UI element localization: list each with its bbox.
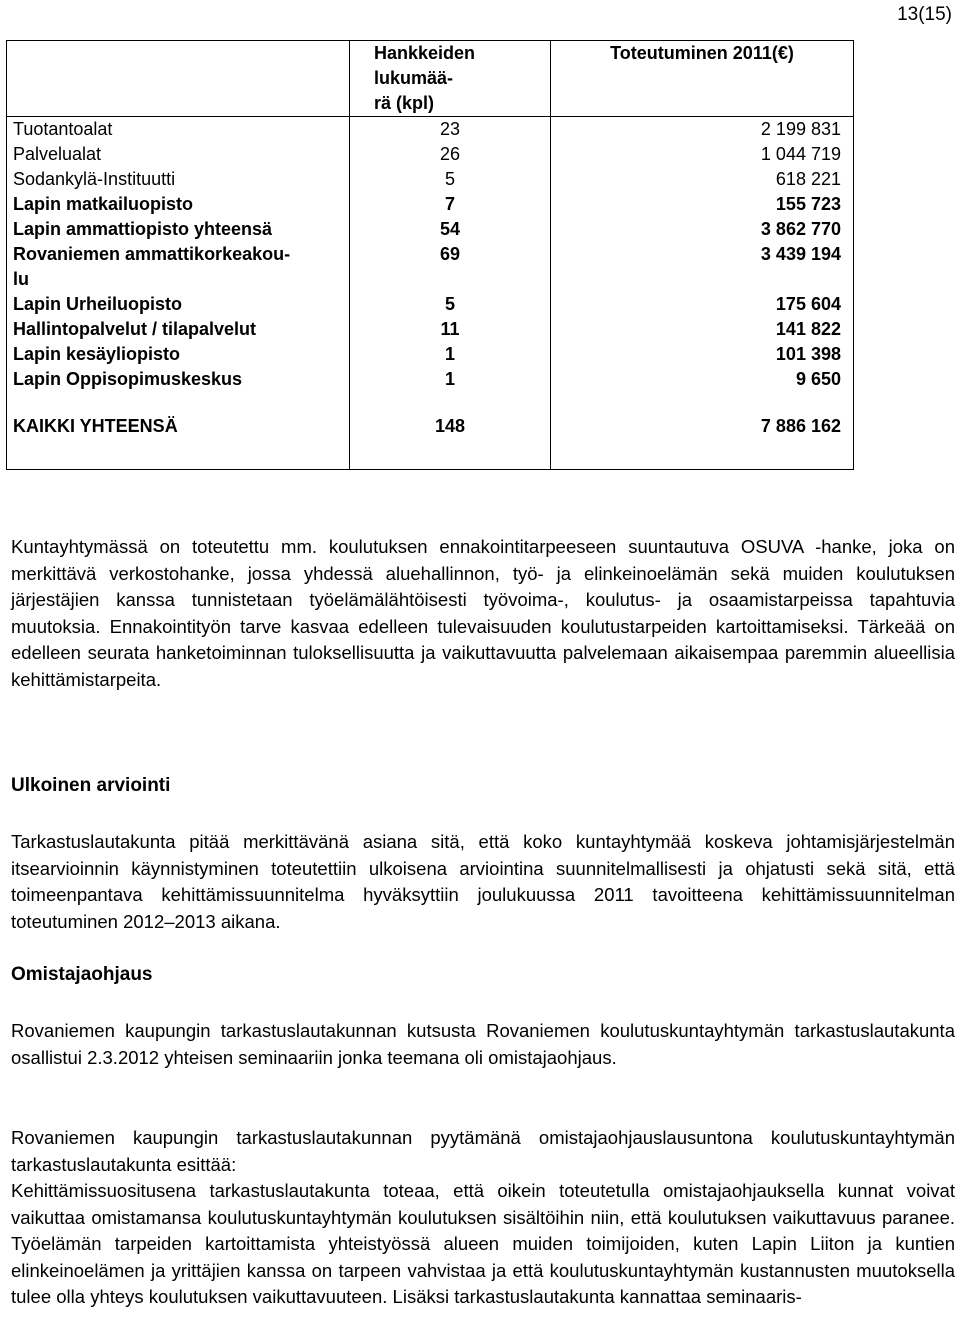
- row-count: 26: [350, 142, 551, 167]
- table-row: [7, 292, 854, 317]
- row-amount: 101 398: [551, 342, 854, 367]
- row-count: 5: [350, 167, 551, 192]
- header-count: Hankkeiden lukumää- rä (kpl): [350, 41, 551, 117]
- row-count: 69: [350, 242, 551, 292]
- paragraph-omistajaohjaus-2: [11, 1125, 955, 1311]
- heading-omistajaohjaus: Omistajaohjaus: [11, 964, 153, 985]
- row-name: Lapin matkailuopisto: [7, 192, 350, 217]
- paragraph-text: Rovaniemen kaupungin tarkastuslautakunnan kutsusta Rovaniemen koulutuskuntayhtymän tarkastuslautakunta osallistui 2.3.2012 yhteisen seminaariin jonka teemana oli omistajaohjaus.: [11, 1020, 955, 1068]
- table-row: [7, 367, 854, 392]
- table-total-row: [7, 408, 854, 470]
- total-count: 148: [350, 408, 551, 470]
- row-amount: 1 044 719: [551, 142, 854, 167]
- paragraph-text: Rovaniemen kaupungin tarkastuslautakunnan pyytämänä omistajaohjauslausuntona koulutuskuntayhtymän tarkastuslautakunta esittää:: [11, 1127, 955, 1175]
- row-count: 7: [350, 192, 551, 217]
- table-row: [7, 192, 854, 217]
- total-name: KAIKKI YHTEENSÄ: [7, 408, 350, 470]
- heading-ulkoinen-arviointi: Ulkoinen arviointi: [11, 775, 171, 796]
- row-amount: 3 862 770: [551, 217, 854, 242]
- row-amount: 155 723: [551, 192, 854, 217]
- row-amount: 2 199 831: [551, 117, 854, 143]
- row-name: Lapin ammattiopisto yhteensä: [7, 217, 350, 242]
- row-count: 1: [350, 367, 551, 392]
- table-spacer: [7, 392, 854, 408]
- row-amount: 141 822: [551, 317, 854, 342]
- row-count: 54: [350, 217, 551, 242]
- row-amount: 9 650: [551, 367, 854, 392]
- row-name: Sodankylä-Instituutti: [7, 167, 350, 192]
- table-row: [7, 117, 854, 143]
- row-count: 5: [350, 292, 551, 317]
- table-row: [7, 317, 854, 342]
- paragraph-text: Kehittämissuositusena tarkastuslautakunta toteaa, että oikein toteutetulla omistajaohjauksella kunnat voivat vaikuttaa omistamansa koulutuskuntayhtymän koulutuksen sisältöihin niin, että koulutuksen vaikuttavuus paranee. Työelämän tarpeiden kartoittamista yhteistyössä alueen muiden toimijoiden, kuten Lapin Liiton ja kuntien elinkeinoelämen ja yrittäjien kanssa on tarpeen vahvistaa ja että koulutuskuntayhtymän kustannusten muutoksella tulee olla yhteys koulutuksen vaikuttavuuteen. Lisäksi tarkastuslautakunta kannattaa seminaaris-: [11, 1180, 955, 1307]
- row-amount: 3 439 194: [551, 242, 854, 292]
- table-row: [7, 167, 854, 192]
- page-number: 13(15): [897, 4, 952, 25]
- paragraph-ulkoinen-arviointi: [11, 829, 955, 935]
- row-name: Rovaniemen ammattikorkeakou- lu: [7, 242, 350, 292]
- row-amount: 618 221: [551, 167, 854, 192]
- header-name: [7, 41, 350, 117]
- paragraph-text: Kuntayhtymässä on toteutettu mm. koulutuksen ennakointitarpeeseen suuntautuva OSUVA -hanke, joka on merkittävä verkostohanke, jossa yhdessä aluehallinnon, työ- ja elinkeinoelämän sekä muiden koulutuksen järjestäjien kanssa tunnistetaan työelämälähtöisesti työvoima-, koulutus- ja osaamistarpeissa tapahtuvia muutoksia. Ennakointityön tarve kasvaa edelleen tulevaisuuden koulutustarpeiden kartoittamiseksi. Tärkeää on edelleen seurata hanketoiminnan tuloksellisuutta ja vaikuttavuutta palvelemaan aikaisempaa paremmin alueellisia kehittämistarpeita.: [11, 536, 955, 690]
- project-table: [6, 40, 854, 470]
- row-count: 23: [350, 117, 551, 143]
- row-name: Lapin kesäyliopisto: [7, 342, 350, 367]
- row-count: 11: [350, 317, 551, 342]
- row-amount: 175 604: [551, 292, 854, 317]
- header-amount: Toteutuminen 2011(€): [551, 41, 854, 117]
- row-count: 1: [350, 342, 551, 367]
- row-name: Lapin Oppisopimuskeskus: [7, 367, 350, 392]
- table-row: [7, 142, 854, 167]
- table-row: [7, 342, 854, 367]
- row-name: Palvelualat: [7, 142, 350, 167]
- total-amount: 7 886 162: [551, 408, 854, 470]
- row-name: Lapin Urheiluopisto: [7, 292, 350, 317]
- row-name: Tuotantoalat: [7, 117, 350, 143]
- row-name: Hallintopalvelut / tilapalvelut: [7, 317, 350, 342]
- paragraph-osuva: [11, 534, 955, 693]
- table-row: [7, 217, 854, 242]
- table-row: [7, 242, 854, 292]
- paragraph-omistajaohjaus-1: [11, 1018, 955, 1071]
- paragraph-text: Tarkastuslautakunta pitää merkittävänä asiana sitä, että koko kuntayhtymää koskeva johtamisjärjestelmän itsearvioinnin käynnistyminen toteutettiin ulkoisena arviointina suunnitelmallisesti ja ohjatusti sekä sitä, että toimeenpantava kehittämissuunnitelma hyväksyttiin joulukuussa 2011 tavoitteena kehittämissuunnitelman toteutuminen 2012–2013 aikana.: [11, 831, 955, 932]
